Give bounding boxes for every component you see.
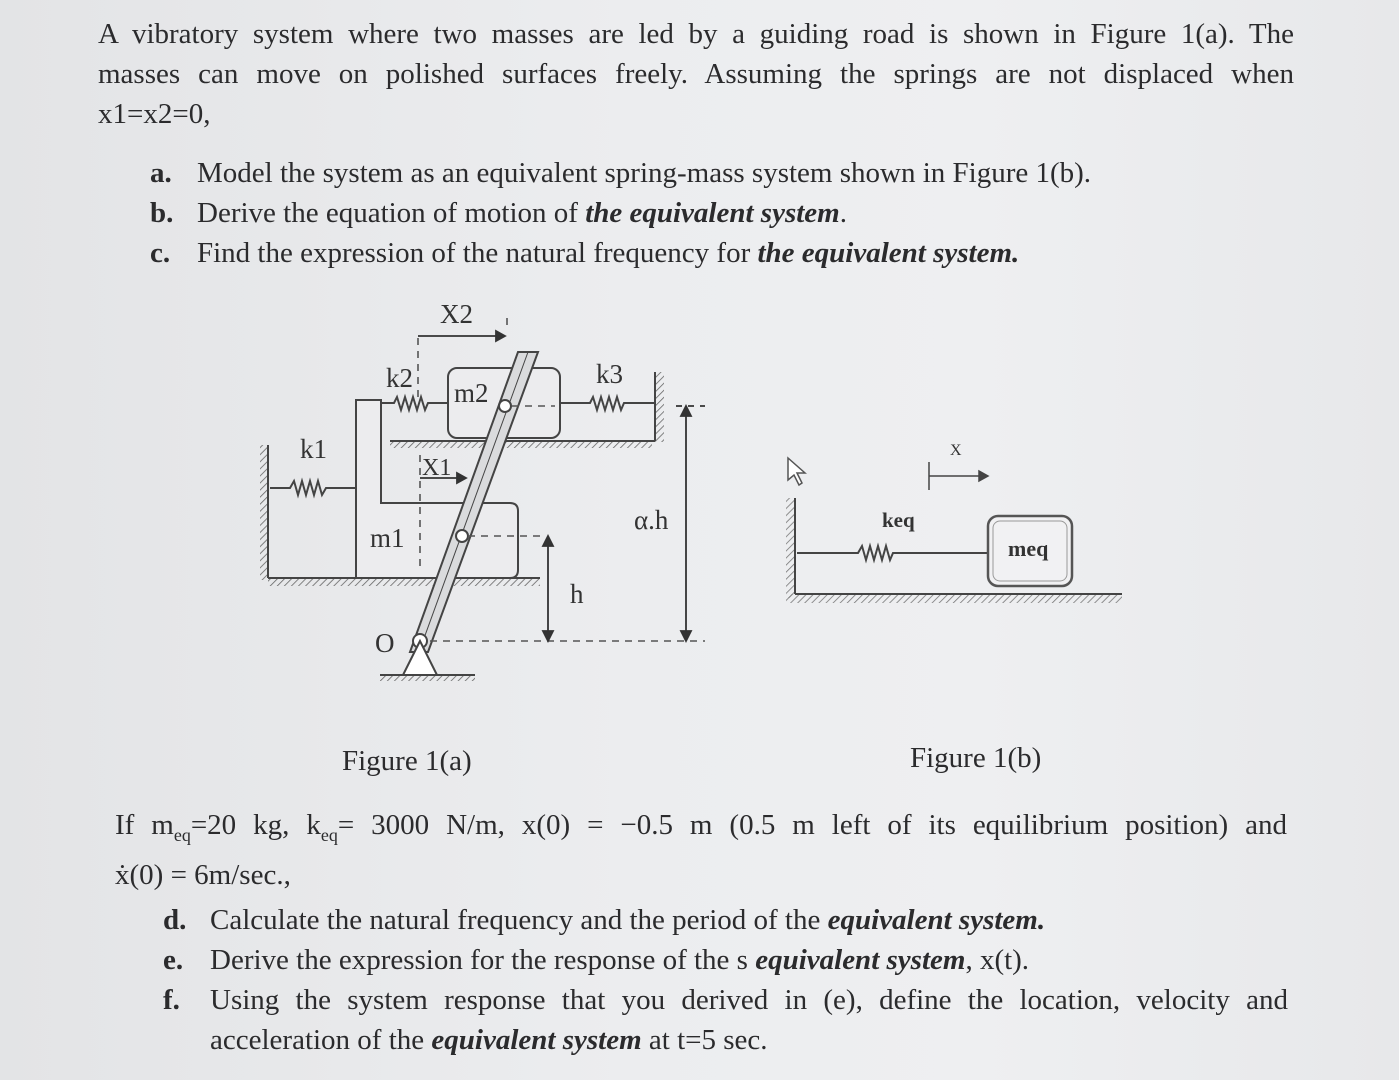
spring-keq: [797, 546, 988, 560]
task-item: [163, 980, 1288, 1060]
intro-line-3: x1=x2=0,: [98, 98, 211, 130]
label-o: O: [375, 628, 395, 658]
intro-line-2: masses can move on polished surfaces freely. Assuming the springs are not displaced when: [98, 58, 1294, 90]
task-label: d.: [163, 904, 187, 936]
task-text: Find the expression of the natural frequency for the equivalent system.: [197, 237, 1020, 269]
task-item: [150, 193, 1200, 233]
emphasis: equivalent system: [431, 1024, 642, 1056]
spring-k2: [381, 397, 448, 410]
label-k3: k3: [596, 359, 623, 389]
pin-m2: [499, 400, 511, 412]
label-m2: m2: [454, 378, 489, 408]
right-wall-hatch: [655, 372, 664, 442]
ground-hatch-1: [268, 578, 540, 586]
task-text-continued: acceleration of the equivalent system at t=5 sec.: [210, 1024, 768, 1056]
label-x1: X1: [422, 455, 452, 481]
label-h: h: [570, 579, 584, 609]
emphasis: the equivalent system.: [757, 237, 1020, 269]
label-k1: k1: [300, 434, 327, 464]
label-keq: keq: [882, 508, 915, 532]
task-label: c.: [150, 237, 171, 269]
ground-hatch-2: [390, 441, 652, 448]
ground-b-hatch: [786, 594, 1122, 603]
given-line-1: If $m_{eq}=20$ kg, $k_{eq}= 3000$ N/m, x(0) = −0.5 m (0.5 m left of its equilibrium position) and: [115, 809, 1288, 845]
problem-intro: [98, 14, 1294, 134]
task-item: [150, 233, 1200, 273]
figure-1a-diagram: [255, 295, 715, 695]
task-text: Derive the equation of motion of the equivalent system.: [197, 197, 847, 229]
task-text: Using the system response that you derived in (e), define the location, velocity and: [210, 984, 1288, 1016]
caption-figure-1b: Figure 1(b): [910, 742, 1042, 774]
task-item: [150, 153, 1200, 193]
emphasis: equivalent system: [755, 944, 966, 976]
emphasis: equivalent system.: [827, 904, 1046, 936]
wall-b-hatch: [786, 498, 795, 598]
given-conditions: [115, 805, 1287, 895]
task-label: e.: [163, 944, 184, 976]
task-text: Model the system as an equivalent spring-mass system shown in Figure 1(b).: [197, 157, 1092, 189]
left-wall-hatch: [260, 445, 268, 580]
caption-figure-1a: Figure 1(a): [342, 745, 472, 777]
task-label: f.: [163, 984, 180, 1016]
given-line-2: ẋ(0) = 6m/sec.,: [115, 858, 291, 891]
task-label: a.: [150, 157, 172, 189]
label-alpha-h: α.h: [634, 505, 669, 535]
label-x: X: [950, 442, 962, 459]
cursor-icon: [788, 458, 805, 485]
intro-line-1: A vibratory system where two masses are led by a guiding road is shown in Figure 1(a). The: [98, 18, 1294, 50]
label-meq: meq: [1008, 536, 1049, 561]
spring-k3: [560, 397, 655, 410]
spring-k1: [270, 481, 356, 495]
task-list-def: [163, 900, 1288, 1060]
figure-1b-diagram: [780, 440, 1130, 615]
label-k2: k2: [386, 363, 413, 393]
task-label: b.: [150, 197, 174, 229]
pin-m1: [456, 530, 468, 542]
task-list-abc: [150, 153, 1200, 273]
emphasis: the equivalent system: [585, 197, 840, 229]
task-text: Derive the expression for the response of the s equivalent system, x(t).: [210, 944, 1030, 976]
task-item: [163, 900, 1288, 940]
label-x2: X2: [440, 299, 473, 329]
pivot-support: [403, 641, 437, 675]
label-m1: m1: [370, 523, 405, 553]
task-text: Calculate the natural frequency and the period of the equivalent system.: [210, 904, 1046, 936]
task-item: [163, 940, 1288, 980]
